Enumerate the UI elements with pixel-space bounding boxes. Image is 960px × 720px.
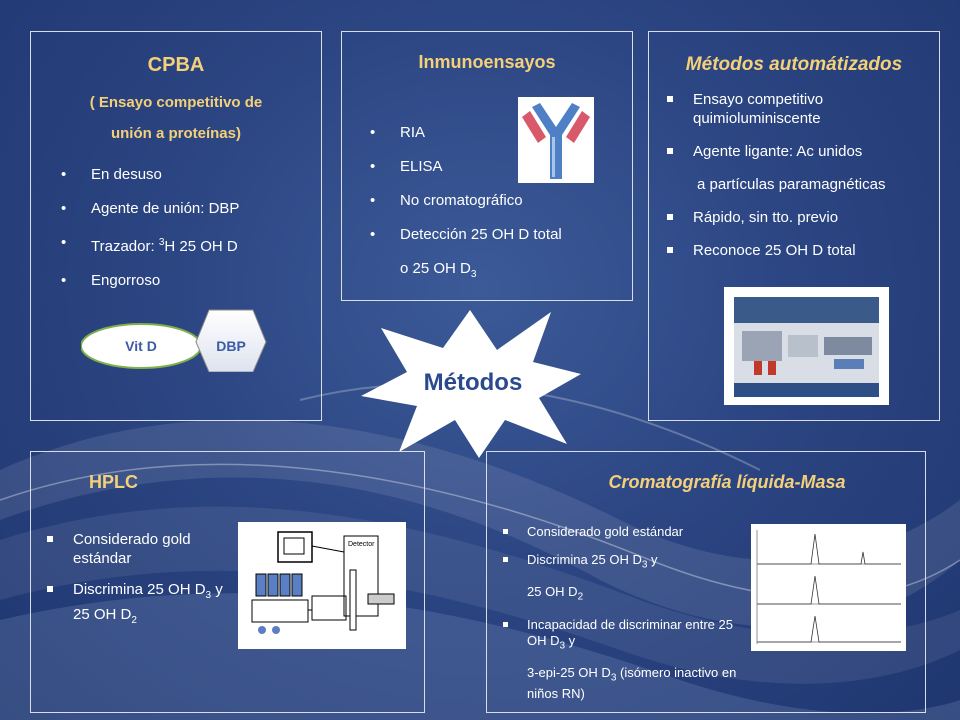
lcms-title: Cromatografía líquida-Masa bbox=[608, 472, 846, 492]
cpba-item-1: • En desuso bbox=[61, 166, 316, 184]
hplc-item-1: Considerado gold estándar bbox=[45, 530, 235, 568]
antibody-icon bbox=[518, 97, 594, 183]
inmuno-panel bbox=[341, 31, 633, 301]
cpba-subtitle-line2: unión a proteínas) bbox=[110, 125, 241, 142]
hplc-diagram-image bbox=[238, 522, 406, 649]
hplc-title: HPLC bbox=[89, 472, 138, 492]
lcms-item-1: Considerado gold estándar bbox=[501, 524, 741, 540]
analyzer-icon bbox=[724, 287, 889, 405]
cpba-subtitle-line1: ( Ensayo competitivo de bbox=[89, 94, 263, 111]
metodos-label: Métodos bbox=[423, 369, 523, 396]
lcms-list bbox=[501, 524, 741, 702]
auto-item-4: Reconoce 25 OH D total bbox=[665, 241, 937, 260]
cpba-item-2: • Agente de unión: DBP bbox=[61, 200, 316, 218]
auto-title: Métodos automátizados bbox=[685, 54, 903, 75]
detector-label: Detector bbox=[348, 541, 375, 548]
vitd-label: Vit D bbox=[125, 338, 157, 354]
cpba-item-4: • Engorroso bbox=[61, 272, 316, 290]
auto-panel bbox=[648, 31, 940, 421]
hplc-list bbox=[45, 530, 235, 630]
inmuno-item-2: • ELISA bbox=[370, 158, 630, 176]
metodos-starburst bbox=[355, 302, 585, 462]
hplc-item-2: Discrimina 25 OH $D_3$ y 25 OH $D_2$ bbox=[45, 580, 235, 630]
inmuno-item-4: • Detección 25 OH D total o 25 OH $D_3$ bbox=[370, 226, 630, 284]
lcms-item-2: Discrimina 25 OH $D_3$ y 25 OH $D_2$ bbox=[501, 552, 741, 605]
inmuno-title: Inmunoensayos bbox=[418, 52, 556, 72]
auto-item-2: Agente ligante: Ac unidos a partículas paramagnéticas bbox=[665, 142, 937, 194]
analyzer-image bbox=[724, 287, 889, 405]
hplc-panel bbox=[30, 451, 425, 713]
inmuno-item-1: • RIA bbox=[370, 124, 630, 142]
vitd-dbp-diagram bbox=[81, 308, 271, 372]
chromatogram-icon bbox=[751, 524, 906, 651]
auto-item-3: Rápido, sin tto. previo bbox=[665, 208, 937, 227]
dbp-label: DBP bbox=[216, 338, 246, 354]
auto-list bbox=[665, 90, 937, 260]
antibody-image bbox=[518, 97, 594, 183]
lcms-panel bbox=[486, 451, 926, 713]
chromatogram-image bbox=[751, 524, 906, 651]
cpba-panel bbox=[30, 31, 322, 421]
inmuno-item-3: • No cromatográfico bbox=[370, 192, 630, 210]
cpba-item-3: • Trazador: $^3$H 25 OH D bbox=[61, 234, 316, 256]
auto-item-1: Ensayo competitivo quimioluminiscente bbox=[665, 90, 937, 128]
cpba-title: CPBA bbox=[147, 54, 205, 76]
cpba-list bbox=[61, 166, 316, 290]
hplc-diagram-icon bbox=[238, 522, 406, 649]
lcms-item-3: Incapacidad de discriminar entre 25 OH $D_3$ y 3-epi-25 OH $D_3$ (isómero inactivo en niños RN) bbox=[501, 617, 741, 702]
